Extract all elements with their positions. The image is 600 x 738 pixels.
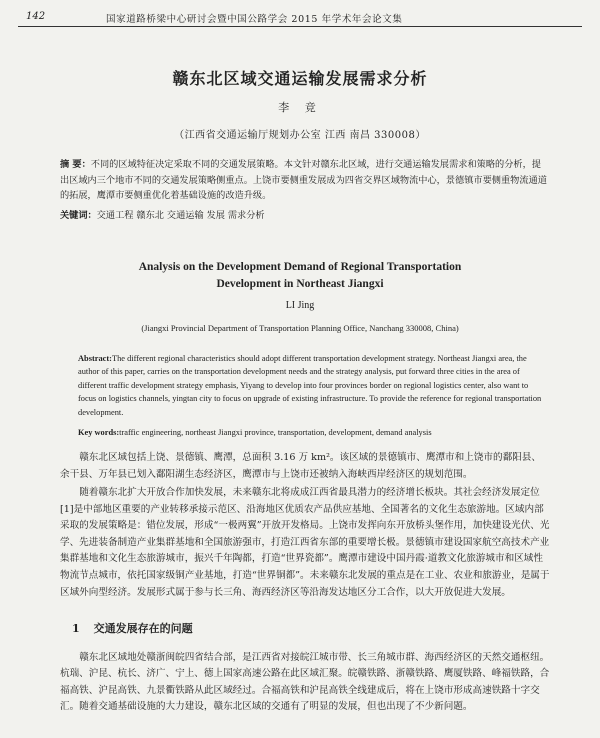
body-paragraph-2: 随着赣东北扩大开放合作加快发展，未来赣东北将成成江西省最具潜力的经济增长板块。其社会经济发展定位[1]是中部地区重要的产业转移承接示范区、沿海地区优质农产品供应基地、全国著名的文化生态旅游地。区域内部采取的发展策略是：错位发展，形成“一极两翼”开放开发格局。上饶市发挥向东开放桥头堡作用，加快建设光伏、光学、先进装备制造产业集群基地和全国旅游强市，打造江西省东部的重要增长极。景德镇市建设国家航空高技术产业集群基地和文化生态旅游城市，振兴千年陶都，打造“世界瓷都”。鹰潭市建设中国丹霞·道教文化旅游城市和区域性物流节点城市，依托国家级铜产业基地，打造“世界铜都”。未来赣东北发展的重点是在工业、农业和旅游业，是属于区域外向型经济。发展形式属于参与长三角、海西经济区等沿海发达地区分工合作，以大开放促进大发展。 xyxy=(60,487,550,598)
english-title-line1: Analysis on the Development Demand of Regional Transportation xyxy=(138,261,462,273)
chinese-abstract xyxy=(60,157,548,204)
english-abstract-label: Abstract: xyxy=(78,354,112,363)
chinese-keywords xyxy=(60,207,265,221)
chinese-abstract-text: 不同的区域特征决定采取不同的交通发展策略。本文针对赣东北区域，进行交通运输发展需求和策略的分析，提出区域内三个地市不同的交通发展策略侧重点。上饶市要侧重发展成为四省交界区域物流中心，景德镇市要侧重物流通道的拓展，鹰潭市要侧重优化着基础设施的改造升级。 xyxy=(60,159,547,201)
chinese-abstract-label: 摘 要： xyxy=(60,159,91,170)
body-paragraph-1: 赣东北区域包括上饶、景德镇、鹰潭，总面积 3.16 万 km²。该区域的景德镇市、鹰潭市和上饶市的鄱阳县、余干县、万年县已划入鄱阳湖生态经济区，鹰潭市与上饶市还被纳入海峡西岸经济区的规划范围。 xyxy=(60,452,541,480)
chinese-title: 赣东北区域交通运输发展需求分析 xyxy=(172,69,428,88)
body-paragraph-3: 赣东北区域地处赣浙闽皖四省结合部，是江西省对接皖江城市带、长三角城市群、海西经济区的天然交通枢纽。杭瑞、沪昆、杭长、济广、宁上、德上国家高速公路在此区域汇聚。皖赣铁路、浙赣铁路、鹰厦铁路、峰福铁路，合福高铁、沪昆高铁、九景衢铁路从此区域经过。合福高铁和沪昆高铁全线建成后，将在上饶市形成高速铁路十字交汇。随着交通基础设施的大力建设，赣东北区域的交通有了明显的发展，但也出现了不少新问题。 xyxy=(60,652,550,713)
section-heading xyxy=(72,620,193,636)
english-affiliation: (Jiangxi Provincial Department of Transportation Planning Office, Nanchang 330008, China) xyxy=(141,323,459,333)
section-number: 1 xyxy=(72,622,80,635)
chinese-keywords-text: 交通工程 赣东北 交通运输 发展 需求分析 xyxy=(96,210,265,221)
running-header xyxy=(18,10,582,27)
running-title: 国家道路桥梁中心研讨会暨中国公路学会 2015 年学术年会论文集 xyxy=(106,14,403,25)
english-keywords-label: Key words: xyxy=(78,428,120,437)
english-abstract-text: The different regional characteristics should adopt different transportation development strategy. Northeast Jiangxi area, the author of this paper, carries on the transportation development needs and the strategy analysis, put forward three cities in the area of different traffic development strategy emphasis, Yiyang to develop into four provinces border on regional logistics center, also want to focus on logistics channels, yingtan city to focus on upgrade of existing infrastructure. To provide the reference for regional transportation development. xyxy=(78,354,542,417)
chinese-keywords-label: 关键词： xyxy=(60,210,97,221)
english-title-line2: Development in Northeast Jiangxi xyxy=(216,278,384,290)
english-keywords xyxy=(78,428,432,437)
chinese-author: 李 竞 xyxy=(278,101,322,114)
english-title xyxy=(0,259,600,293)
english-keywords-text: traffic engineering, northeast Jiangxi province, transportation, development, demand analysis xyxy=(119,428,432,437)
english-abstract xyxy=(78,352,544,419)
section-title: 交通发展存在的问题 xyxy=(93,622,193,635)
page-number: 142 xyxy=(26,11,46,22)
english-author: LI Jing xyxy=(285,300,315,311)
chinese-affiliation: （江西省交通运输厅规划办公室 江西 南昌 330008） xyxy=(174,130,426,141)
